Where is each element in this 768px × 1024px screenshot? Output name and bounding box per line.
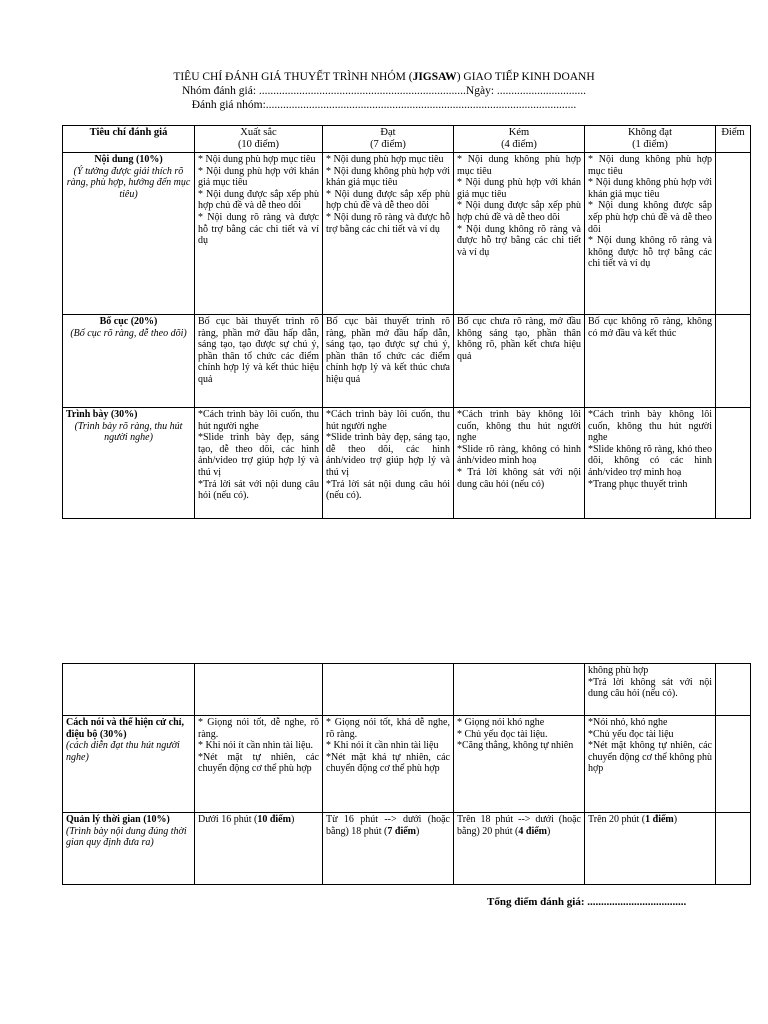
weak-cell: *Cách trình bày không lôi cuốn, không thu hút người nghe *Slide rõ ràng, không có hình ảnh/video minh hoạ * Trả lời không sát với nội dung câu hỏi (nếu có) xyxy=(454,408,585,519)
rubric-table-continued xyxy=(62,663,751,885)
total-score-line: Tổng điểm đánh giá: .................................... xyxy=(487,896,687,908)
excellent-cell: Bố cục bài thuyết trình rõ ràng, phần mở đầu hấp dẫn, sáng tạo, tạo được sự chú ý, phần thân tổ chức các điểm chính hợp lý và kết thúc hiệu quả xyxy=(195,315,323,408)
table-row xyxy=(63,153,751,315)
weak-header: Kém (4 điểm) xyxy=(454,126,585,153)
table-row xyxy=(63,315,751,408)
good-cell: Bố cục bài thuyết trình rõ ràng, phần mở đầu hấp dẫn, sáng tạo, tạo được sự chú ý, phần thân tổ chức các điểm chính hợp lý và kết thúc chưa hiệu quả xyxy=(323,315,454,408)
excellent-cell xyxy=(195,664,323,716)
excellent-cell: * Nội dung phù hợp mục tiêu * Nội dung phù hợp với khán giả mục tiêu * Nội dung được sắp xếp phù hợp chủ đề và dễ theo dõi * Nội dung rõ ràng và được hỗ trợ bằng các chi tiết và ví dụ xyxy=(195,153,323,315)
fail-cell: * Nội dung không phù hợp mục tiêu * Nội dung không phù hợp với khán giả mục tiêu * Nội dung không được sắp xếp phù hợp chủ đề và dễ theo dõi * Nội dung không rõ ràng và không được hỗ trợ bằng các chi tiết và ví dụ xyxy=(585,153,716,315)
criteria-cell: Bố cục (20%) (Bố cục rõ ràng, dễ theo dõi) xyxy=(63,315,195,408)
criteria-cell: Cách nói và thể hiện cử chỉ, điệu bộ (30%) (cách diễn đạt thu hút người nghe) xyxy=(63,716,195,813)
score-cell[interactable] xyxy=(716,408,751,519)
good-cell: *Cách trình bày lôi cuốn, thu hút người nghe *Slide trình bày đẹp, sáng tạo, dễ theo dõi, các hình ảnh/video trợ giúp hợp lý và thú vị *Trả lời sát nội dung câu hỏi (nếu có). xyxy=(323,408,454,519)
fail-cell: Trên 20 phút (1 điểm) xyxy=(585,813,716,885)
table-row xyxy=(63,813,751,885)
good-cell: Từ 16 phút --> dưới (hoặc bằng) 18 phút (7 điểm) xyxy=(323,813,454,885)
criteria-cell: Nội dung (10%) (Ý tưởng được giải thích rõ ràng, phù hợp, hướng đến mục tiêu) xyxy=(63,153,195,315)
weak-cell: * Giọng nói khó nghe * Chủ yếu đọc tài liệu. *Căng thẳng, không tự nhiên xyxy=(454,716,585,813)
score-cell[interactable] xyxy=(716,153,751,315)
score-header: Điểm xyxy=(716,126,751,153)
fail-cell: *Nói nhỏ, khó nghe *Chủ yếu đọc tài liệu *Nét mặt không tự nhiên, các chuyển động cơ thể không phù hợp xyxy=(585,716,716,813)
score-cell[interactable] xyxy=(716,664,751,716)
excellent-cell: * Giọng nói tốt, dễ nghe, rõ ràng. * Khi nói ít cần nhìn tài liệu. *Nét mặt tự nhiên, các chuyển động cơ thể phù hợp xyxy=(195,716,323,813)
table-row xyxy=(63,408,751,519)
score-cell[interactable] xyxy=(716,716,751,813)
fail-cell: không phù hợp *Trả lời không sát với nội dung câu hỏi (nếu có). xyxy=(585,664,716,716)
weak-cell xyxy=(454,664,585,716)
fail-cell: Bố cục không rõ ràng, không có mở đầu và kết thúc xyxy=(585,315,716,408)
criteria-header: Tiêu chí đánh giá xyxy=(63,126,195,153)
rubric-table xyxy=(62,125,751,519)
score-cell[interactable] xyxy=(716,813,751,885)
criteria-cell xyxy=(63,664,195,716)
excellent-cell: Dưới 16 phút (10 điểm) xyxy=(195,813,323,885)
good-cell: * Nội dung phù hợp mục tiêu * Nội dung không phù hợp với khán giả mục tiêu * Nội dung được sắp xếp phù hợp chủ đề và dễ theo dõi * Nội dung rõ ràng và được hỗ trợ bằng các chi tiết và ví dụ xyxy=(323,153,454,315)
group-date-line: Nhóm đánh giá: ........................................................................Ngày: ............................... xyxy=(181,85,587,97)
criteria-cell: Quản lý thời gian (10%) (Trình bày nội dung đúng thời gian quy định đưa ra) xyxy=(63,813,195,885)
score-cell[interactable] xyxy=(716,315,751,408)
excellent-header: Xuất sắc (10 điểm) xyxy=(195,126,323,153)
evaluated-group-line: Đánh giá nhóm:............................................................................................................ xyxy=(191,99,577,111)
weak-cell: Trên 18 phút --> dưới (hoặc bằng) 20 phút (4 điểm) xyxy=(454,813,585,885)
table-row xyxy=(63,716,751,813)
excellent-cell: *Cách trình bày lôi cuốn, thu hút người nghe *Slide trình bày đẹp, sáng tạo, dễ theo dõi, các hình ảnh/video trợ giúp hợp lý và thú vị *Trả lời sát với nội dung câu hỏi (nếu có). xyxy=(195,408,323,519)
table-row xyxy=(63,664,751,716)
fail-cell: *Cách trình bày không lôi cuốn, không thu hút người nghe *Slide không rõ ràng, khó theo dõi, không có các hình ảnh/video trợ minh hoạ *Trang phục thuyết trình xyxy=(585,408,716,519)
weak-cell: * Nội dung không phù hợp mục tiêu * Nội dung phù hợp với khán giả mục tiêu * Nội dung được sắp xếp phù hợp chủ đề và dễ theo dõi * Nội dung không rõ ràng và được hỗ trợ bằng các chi tiết và ví dụ xyxy=(454,153,585,315)
table-header-row xyxy=(63,126,751,153)
good-cell xyxy=(323,664,454,716)
document-title: TIÊU CHÍ ĐÁNH GIÁ THUYẾT TRÌNH NHÓM (JIGSAW) GIAO TIẾP KINH DOANH xyxy=(173,71,595,83)
good-cell: * Giọng nói tốt, khá dễ nghe, rõ ràng. * Khi nói ít cần nhìn tài liệu *Nét mặt khá tự nhiên, các chuyển động cơ thể phù hợp xyxy=(323,716,454,813)
criteria-cell: Trình bày (30%) (Trình bày rõ ràng, thu hút người nghe) xyxy=(63,408,195,519)
fail-header: Không đạt (1 điểm) xyxy=(585,126,716,153)
weak-cell: Bố cục chưa rõ ràng, mở đầu không sáng tạo, phần thân không rõ, phần kết chưa hiệu quả xyxy=(454,315,585,408)
good-header: Đạt (7 điểm) xyxy=(323,126,454,153)
